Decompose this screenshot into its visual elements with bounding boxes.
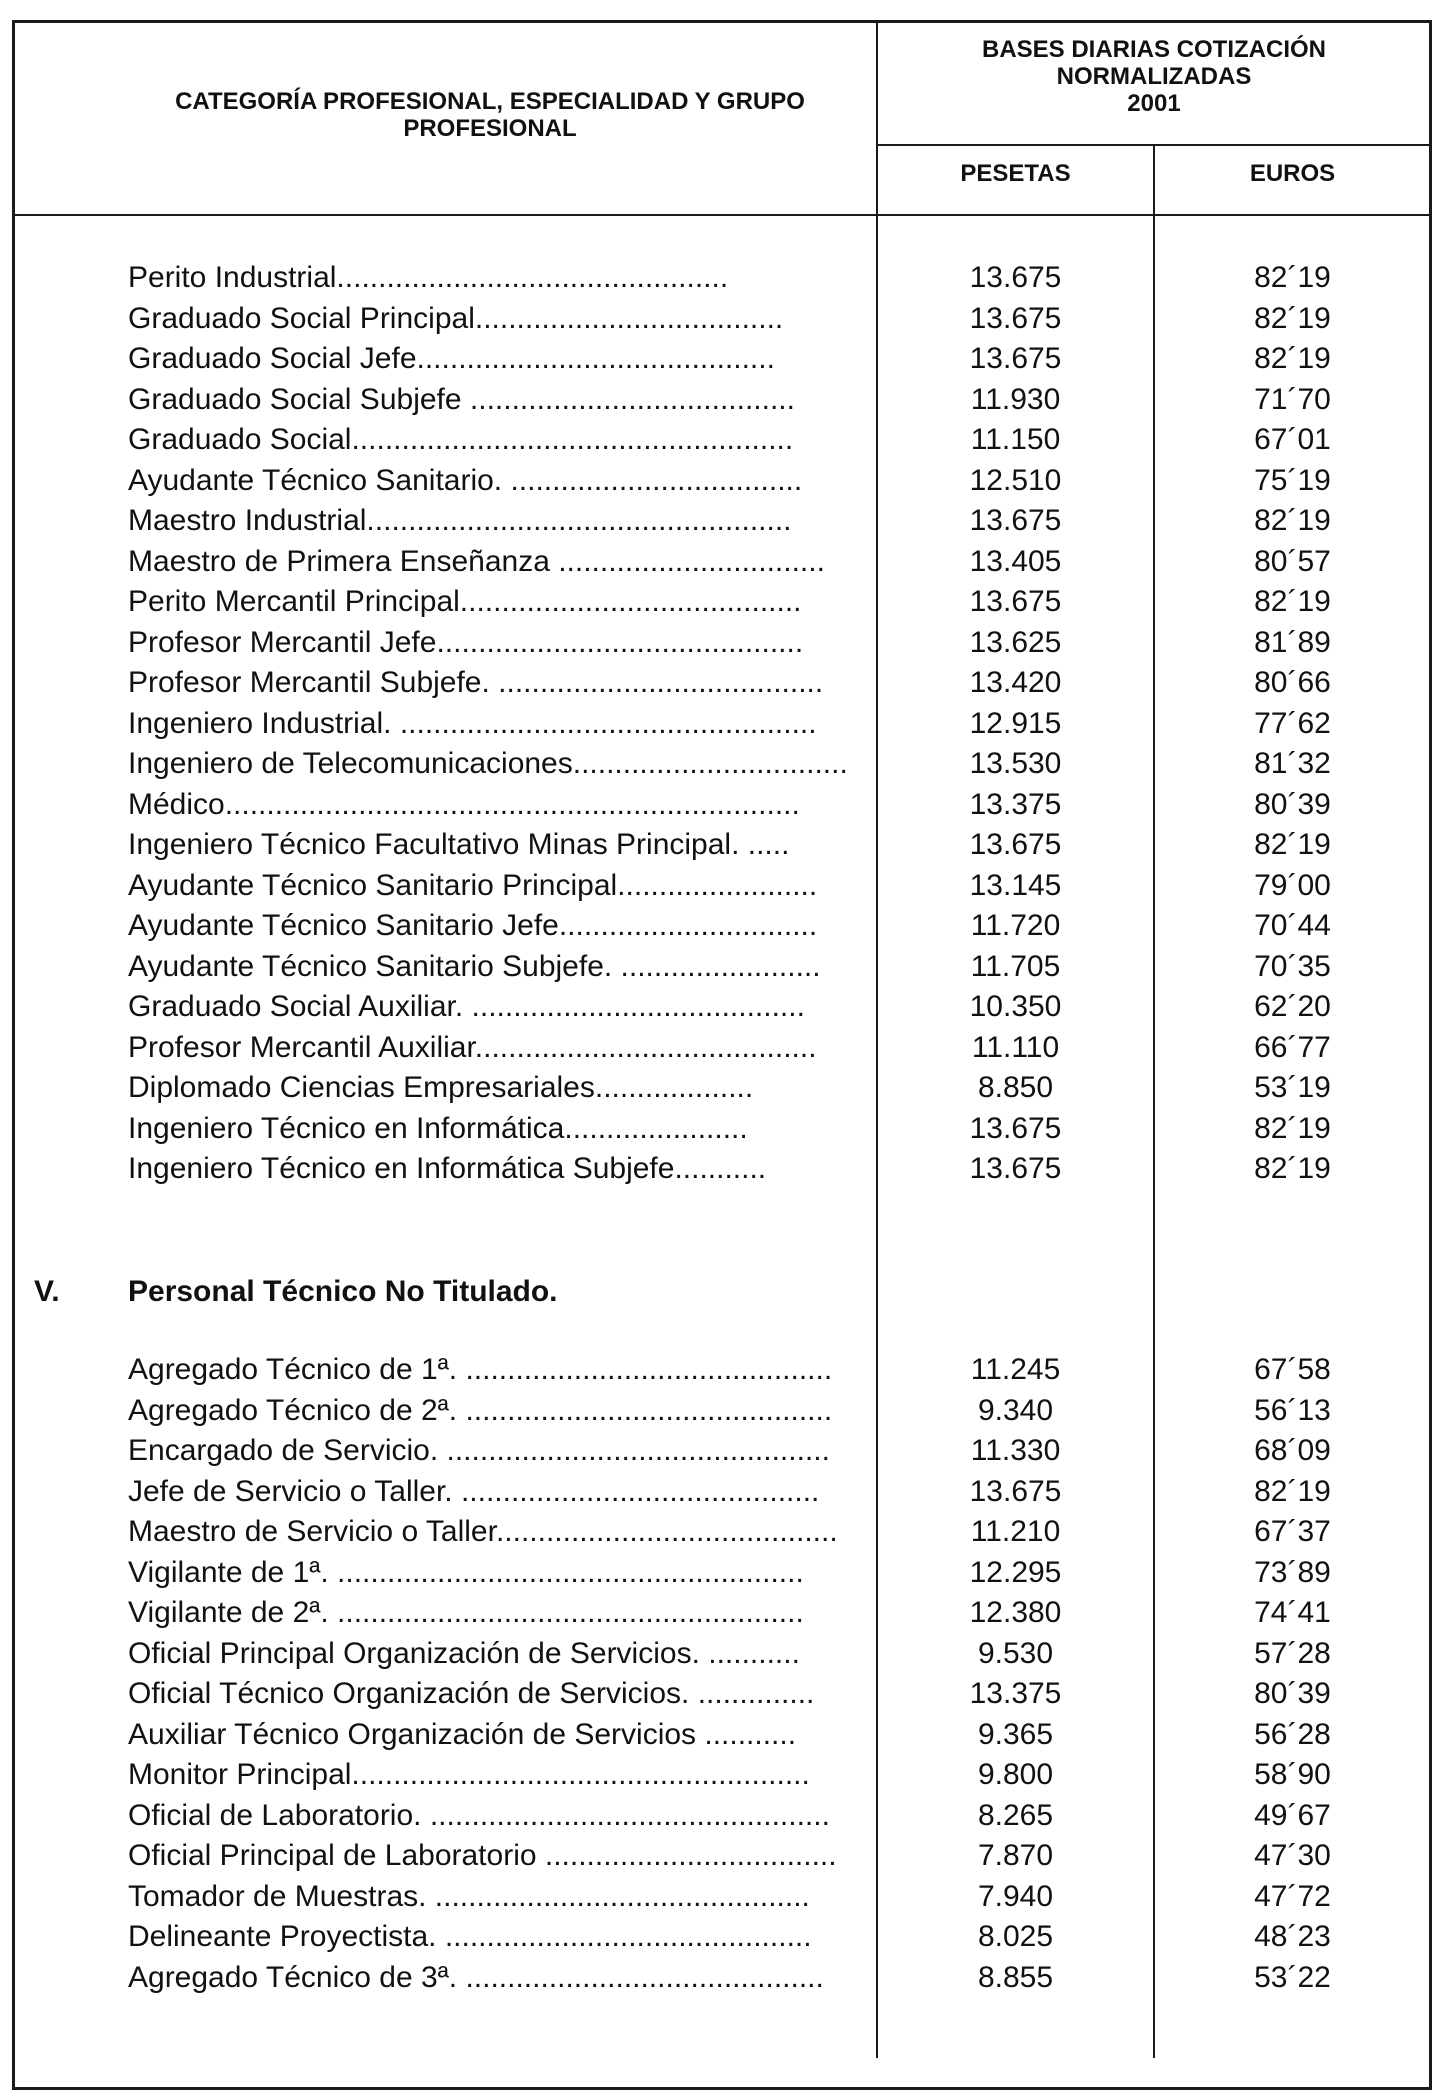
table-row xyxy=(0,420,1452,460)
table-row xyxy=(0,1755,1452,1795)
table-row xyxy=(0,1593,1452,1633)
table-row xyxy=(0,1431,1452,1471)
row-pesetas: 12.915 xyxy=(969,706,1062,740)
table-row xyxy=(0,501,1452,541)
row-euros: 67´01 xyxy=(1254,423,1331,456)
row-label: Oficial Principal de Laboratorio ................................... xyxy=(128,1839,837,1872)
row-pesetas: 11.705 xyxy=(970,949,1061,983)
bases-header-year: 2001 xyxy=(1127,90,1181,117)
table-row xyxy=(0,1472,1452,1512)
table-row xyxy=(0,1109,1452,1149)
row-label: Oficial Técnico Organización de Servicios. .............. xyxy=(128,1677,815,1710)
row-pesetas: 7.870 xyxy=(977,1839,1054,1872)
row-pesetas: 8.855 xyxy=(977,1960,1054,1994)
table-row xyxy=(0,744,1452,784)
row-label: Ingeniero Industrial. .................................................. xyxy=(128,706,817,740)
row-euros: 82´19 xyxy=(1254,504,1331,537)
row-label: Jefe de Servicio o Taller. ........................................... xyxy=(128,1474,820,1508)
table-row xyxy=(0,623,1452,663)
row-pesetas: 9.340 xyxy=(977,1393,1054,1427)
table-row xyxy=(0,866,1452,906)
row-euros: 75´19 xyxy=(1254,463,1331,497)
row-label: Monitor Principal....................................................... xyxy=(128,1758,810,1791)
bases-header xyxy=(878,36,1430,117)
row-label: Ingeniero Técnico Facultativo Minas Principal. ..... xyxy=(128,828,790,861)
row-label: Agregado Técnico de 2ª. ............................................ xyxy=(128,1393,833,1427)
row-euros: 68´09 xyxy=(1254,1434,1331,1467)
row-label: Agregado Técnico de 3ª. ........................................... xyxy=(128,1960,824,1994)
row-euros: 56´28 xyxy=(1254,1717,1331,1751)
row-pesetas: 13.675 xyxy=(969,585,1062,618)
row-label: Graduado Social Subjefe ....................................... xyxy=(128,382,795,416)
row-euros: 81´32 xyxy=(1254,747,1331,780)
row-label: Ayudante Técnico Sanitario Subjefe. ........................ xyxy=(128,949,821,983)
section-title: Personal Técnico No Titulado. xyxy=(128,1275,558,1308)
row-pesetas: 13.675 xyxy=(969,504,1062,537)
table-row xyxy=(0,1512,1452,1552)
row-euros: 82´19 xyxy=(1254,261,1331,294)
table-row xyxy=(0,785,1452,825)
row-euros: 80´66 xyxy=(1254,666,1331,699)
row-pesetas: 13.675 xyxy=(969,1474,1062,1508)
row-euros: 47´72 xyxy=(1254,1879,1331,1913)
row-pesetas: 13.675 xyxy=(969,301,1062,335)
table-row xyxy=(0,1149,1452,1189)
row-euros: 70´44 xyxy=(1254,909,1331,942)
row-pesetas: 8.025 xyxy=(977,1920,1054,1953)
table-row xyxy=(0,542,1452,582)
row-pesetas: 12.510 xyxy=(969,463,1062,497)
row-pesetas: 13.145 xyxy=(969,868,1062,902)
row-label: Ingeniero Técnico en Informática...................... xyxy=(128,1111,748,1145)
row-label: Perito Mercantil Principal......................................... xyxy=(128,585,802,618)
table-row xyxy=(0,1028,1452,1068)
row-pesetas: 11.930 xyxy=(970,382,1061,416)
row-euros: 82´19 xyxy=(1254,1111,1331,1145)
row-euros: 79´00 xyxy=(1254,868,1331,902)
table-row xyxy=(0,258,1452,298)
table-row xyxy=(0,1391,1452,1431)
row-label: Graduado Social Principal..................................... xyxy=(128,301,784,335)
row-label: Delineante Proyectista. ............................................ xyxy=(128,1920,812,1953)
row-label: Agregado Técnico de 1ª. ............................................ xyxy=(128,1353,833,1386)
row-pesetas: 11.330 xyxy=(970,1434,1061,1467)
row-pesetas: 8.265 xyxy=(977,1798,1054,1832)
row-euros: 82´19 xyxy=(1254,585,1331,618)
row-euros: 71´70 xyxy=(1254,382,1331,416)
row-label: Graduado Social Auxiliar. ........................................ xyxy=(128,990,805,1023)
row-label: Oficial Principal Organización de Servicios. ........... xyxy=(128,1636,800,1670)
table-row xyxy=(0,947,1452,987)
table-row xyxy=(0,299,1452,339)
row-pesetas: 13.420 xyxy=(969,666,1062,699)
table-row xyxy=(0,1796,1452,1836)
row-pesetas: 8.850 xyxy=(977,1071,1054,1104)
row-pesetas: 13.675 xyxy=(969,1152,1062,1185)
table-row xyxy=(0,1674,1452,1714)
row-euros: 70´35 xyxy=(1254,949,1331,983)
category-header: CATEGORÍA PROFESIONAL, ESPECIALIDAD Y GRUPO PROFESIONAL xyxy=(175,88,805,142)
table-row xyxy=(0,461,1452,501)
table-row xyxy=(0,1917,1452,1957)
row-pesetas: 13.675 xyxy=(969,342,1062,375)
table-row xyxy=(0,1877,1452,1917)
table-row xyxy=(0,339,1452,379)
row-pesetas: 11.245 xyxy=(970,1353,1061,1386)
row-euros: 58´90 xyxy=(1254,1758,1331,1791)
row-pesetas: 13.675 xyxy=(969,828,1062,861)
row-label: Perito Industrial............................................... xyxy=(128,261,729,294)
row-label: Maestro de Primera Enseñanza ................................ xyxy=(128,544,825,578)
row-euros: 82´19 xyxy=(1254,301,1331,335)
row-euros: 53´19 xyxy=(1254,1071,1331,1104)
row-euros: 66´77 xyxy=(1254,1030,1331,1064)
row-euros: 82´19 xyxy=(1254,828,1331,861)
row-euros: 80´57 xyxy=(1254,544,1331,578)
row-euros: 74´41 xyxy=(1254,1596,1331,1629)
row-pesetas: 11.150 xyxy=(970,423,1061,456)
row-pesetas: 13.530 xyxy=(969,747,1062,780)
row-pesetas: 13.675 xyxy=(969,1111,1062,1145)
row-label: Tomador de Muestras. ............................................. xyxy=(128,1879,810,1913)
row-euros: 47´30 xyxy=(1254,1839,1331,1872)
row-label: Profesor Mercantil Jefe............................................ xyxy=(128,625,804,659)
table-row xyxy=(0,1836,1452,1876)
row-label: Maestro de Servicio o Taller......................................... xyxy=(128,1515,838,1548)
row-euros: 73´89 xyxy=(1254,1555,1331,1589)
row-euros: 56´13 xyxy=(1254,1393,1331,1427)
row-euros: 67´37 xyxy=(1254,1515,1331,1548)
row-pesetas: 12.295 xyxy=(969,1555,1062,1589)
row-label: Ayudante Técnico Sanitario Jefe............................... xyxy=(128,909,818,942)
row-pesetas: 11.110 xyxy=(971,1030,1060,1064)
row-label: Diplomado Ciencias Empresariales................... xyxy=(128,1071,754,1104)
row-euros: 62´20 xyxy=(1254,990,1331,1023)
table-row xyxy=(0,380,1452,420)
table-row xyxy=(0,825,1452,865)
header-divider xyxy=(12,214,1432,216)
row-label: Profesor Mercantil Auxiliar......................................... xyxy=(128,1030,817,1064)
row-label: Ayudante Técnico Sanitario Principal........................ xyxy=(128,868,818,902)
row-label: Vigilante de 2ª. ........................................................ xyxy=(128,1596,804,1629)
row-label: Auxiliar Técnico Organización de Servicios ........... xyxy=(128,1717,797,1751)
table-row xyxy=(0,1958,1452,1998)
row-label: Graduado Social..................................................... xyxy=(128,423,794,456)
table-row xyxy=(0,1068,1452,1108)
row-label: Oficial de Laboratorio. ................................................ xyxy=(128,1798,830,1832)
bases-header-line2: NORMALIZADAS xyxy=(1056,63,1252,90)
row-label: Ingeniero de Telecomunicaciones................................. xyxy=(128,747,848,780)
euros-header: EUROS xyxy=(1249,160,1336,187)
row-euros: 67´58 xyxy=(1254,1353,1331,1386)
row-euros: 77´62 xyxy=(1254,706,1331,740)
table-row xyxy=(0,987,1452,1027)
table-row xyxy=(0,1350,1452,1390)
row-euros: 49´67 xyxy=(1254,1798,1331,1832)
table-row xyxy=(0,1634,1452,1674)
row-label: Vigilante de 1ª. ........................................................ xyxy=(128,1555,804,1589)
table-row xyxy=(0,906,1452,946)
row-euros: 53´22 xyxy=(1254,1960,1331,1994)
row-pesetas: 12.380 xyxy=(969,1596,1062,1629)
row-euros: 48´23 xyxy=(1254,1920,1331,1953)
row-pesetas: 13.405 xyxy=(969,544,1062,578)
row-label: Encargado de Servicio. .............................................. xyxy=(128,1434,830,1467)
table-row xyxy=(0,1553,1452,1593)
row-pesetas: 13.375 xyxy=(969,1677,1062,1710)
section-number: V. xyxy=(34,1275,60,1308)
row-euros: 80´39 xyxy=(1254,1677,1331,1710)
table-row xyxy=(0,704,1452,744)
row-pesetas: 10.350 xyxy=(969,990,1062,1023)
row-label: Ayudante Técnico Sanitario. ................................... xyxy=(128,463,803,497)
row-pesetas: 13.675 xyxy=(969,261,1062,294)
table-row xyxy=(0,1715,1452,1755)
row-pesetas: 11.210 xyxy=(970,1515,1061,1548)
pesetas-header: PESETAS xyxy=(960,160,1071,187)
row-euros: 82´19 xyxy=(1254,342,1331,375)
table-row xyxy=(0,663,1452,703)
row-label: Ingeniero Técnico en Informática Subjefe........... xyxy=(128,1152,767,1185)
row-label: Maestro Industrial................................................... xyxy=(128,504,792,537)
row-pesetas: 9.800 xyxy=(977,1758,1054,1791)
row-pesetas: 11.720 xyxy=(970,909,1061,942)
row-euros: 82´19 xyxy=(1254,1152,1331,1185)
row-pesetas: 7.940 xyxy=(977,1879,1054,1913)
row-euros: 82´19 xyxy=(1254,1474,1331,1508)
row-pesetas: 13.625 xyxy=(969,625,1062,659)
bases-header-line1: BASES DIARIAS COTIZACIÓN xyxy=(981,36,1326,63)
row-euros: 80´39 xyxy=(1254,787,1331,821)
row-euros: 81´89 xyxy=(1254,625,1331,659)
row-label: Profesor Mercantil Subjefe. ....................................... xyxy=(128,666,824,699)
row-label: Graduado Social Jefe........................................... xyxy=(128,342,775,375)
row-pesetas: 13.375 xyxy=(969,787,1062,821)
row-euros: 57´28 xyxy=(1254,1636,1331,1670)
table-row xyxy=(0,582,1452,622)
row-pesetas: 9.365 xyxy=(977,1717,1054,1751)
row-pesetas: 9.530 xyxy=(977,1636,1054,1670)
row-label: Médico..................................................................... xyxy=(128,787,800,821)
